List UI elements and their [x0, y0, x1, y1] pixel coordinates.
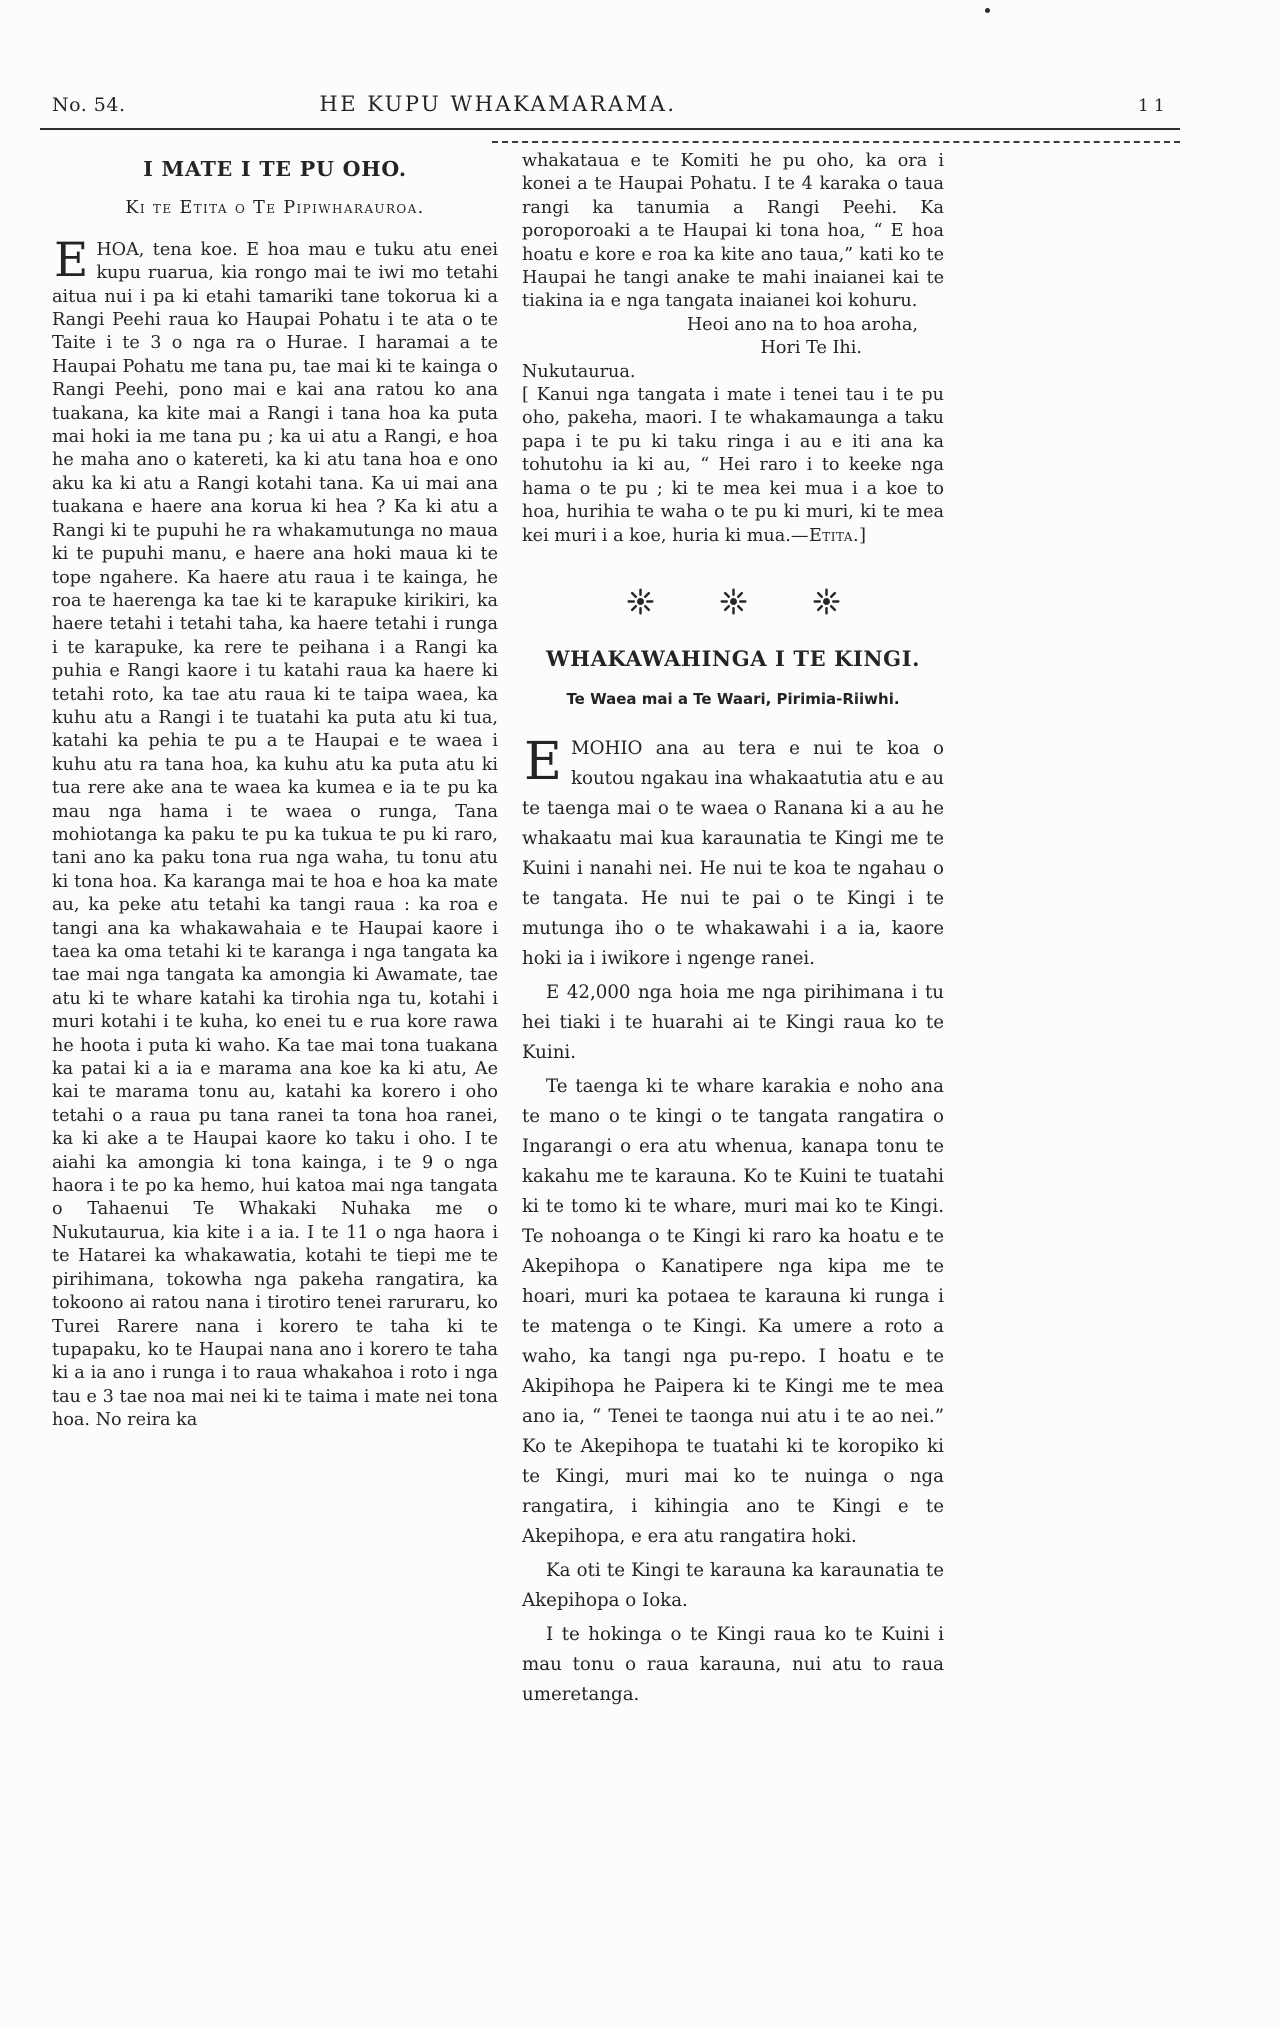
page-header — [52, 92, 1180, 122]
article-body-continuation: whakataua e te Komiti he pu oho, ka ora i konei a te Haupai Pohatu. I te 4 karaka o taua rangi ka tanumia a Rangi Peehi. Ka poroporoaki a te Haupai ki tona hoa, “ E hoa hoatu e kore e roa ka kite ano taua,” kati ko te Haupai he tangi anake te mahi inaianei kai te tiakina ia e nga tangata inaianei koi kohuru. — [522, 151, 944, 312]
article2-paragraph: Ka oti te Kingi te karauna ka karaunatia te Akepihopa o Ioka. — [522, 1559, 944, 1611]
text-columns — [52, 150, 944, 1714]
right-column — [522, 150, 944, 1714]
rosette-ornament-icon — [627, 588, 654, 615]
signoff-line: Heoi ano na to hoa aroha, — [686, 314, 918, 335]
article2-title: WHAKAWAHINGA I TE KINGI. — [545, 645, 921, 671]
drop-cap: E — [54, 232, 89, 288]
article2-subtitle: Te Waea mai a Te Waari, Pirimia-Riiwhi. — [566, 690, 900, 709]
page-number: 11 — [1138, 96, 1170, 116]
article2-paragraph-text: MOHIO ana au tera e nui te koa o koutou ngakau ina whakaatutia atu e au te taenga mai o te waea o Ranana ki a au he whakaatu mai kua karaunatia te Kingi me te Kuini i nanahi nei. He nui te koa te ngahau o te tangata. He nui te pai o te Kingi i te mutunga iho o te whakawahi i a ia, kaore hoki ia i iwikore i ngenge ranei. — [522, 737, 944, 969]
masthead-title: HE KUPU WHAKAMARAMA. — [319, 92, 677, 116]
rosette-ornament-icon — [813, 588, 840, 615]
ink-speck — [985, 8, 990, 13]
article-kingi — [522, 647, 944, 1710]
article-body-left-text: HOA, tena koe. E hoa mau e tuku atu enei kupu ruarua, kia rongo mai te iwi mo tetahi aitua nui i pa ki etahi tamariki tane tokorua ki a Rangi Peehi raua ko Haupai Pohatu i te ata o te Taite i te 3 o nga ra o Hurae. I haramai a te Haupai Pohatu me tana pu, tae mai ki te kainga o Rangi Peehi, pono mai e kai ana ratou ko ana tuakana, ka kite mai a Rangi i tana hoa ka puta mai hoki ia me tana pu ; ka ui atu a Rangi, e hoa he maha ano o katereti, ka ki atu tana hoa e ono aku ka ki atu a Rangi kotahi tana. Ka ui mai ana tuakana e haere ana korua ki hea ? Ka ki atu a Rangi ki te pupuhi he ra whakamutunga no maua ki te pupuhi manu, e haere ana hoki maua ki te tope ngahere. Ka haere atu raua i te kainga, he roa te haerenga ka tae ki te karapuke kirikiri, ka haere tetahi i tetahi taha, ka haere tetahi i runga i te karapuke, ka rere te peihana i a Rangi ka puhia e Rangi kaore i tu katahi raua ka haere ki tetahi roto, ka tae atu raua ki te taipa waea, ka kuhu atu a Rangi i te tuatahi ka puta atu ki tua, katahi ka pehia te pu a te Haupai e te waea i kuhu atu ra tana hoa, ka kuhu atu ka puta atu ki tua rere ake ana te waea ka kumea e ia te pu ka mau nga hama i te waea o runga, Tana mohiotanga ka paku te pu ka tukua te pu ki raro, tani ano ka paku tona rua nga waha, tu tonu atu ki tona hoa. Ka karanga mai te hoa e hoa ka mate au, ka peke atu tetahi ka tangi raua : ka roa e tangi ana ka whakawahaia e te Haupai kaore i taea ka oma tetahi ki te karanga i nga tangata ka tae mai nga tangata ka amongia ki Awamate, tae atu ki te whare katahi ka tirohia nga tu, kotahi i muri kotahi i te kuha, ko enei tu e rua kore rawa he hoota i puta ki waho. Ka tae mai tona tuakana ka patai ki a ia e marama ana koe ka ki atu, Ae kai te marama tonu au, katahi ka korero i oho tetahi o a raua pu tana ranei ta tona hoa ranei, ka ki ake a te Haupai kaore ko taku i oho. I te aiahi ka amongia ki tona kainga, i te 9 o nga haora i te po ka hemo, hui katoa mai nga tangata o Tahaenui Te Whakaki Nuhaka me o Nukutaurua, kia kite i a ia. I te 11 o nga haora i te Hatarei ka whakawatia, kotahi te tiepi me te pirihimana, tokowha nga pakeha rangatira, ka tokoono ai ratou nana i tirotiro tenei raruraru, ko Turei Rarere nana i korero te taha ki te tupapaku, ko te Haupai nana ano i korero te taha ki a ia ano i runga i to raua whakahoa i roto i nga tau e 3 tae noa mai nei ki te taima i mate nei tona hoa. No reira ka — [52, 239, 498, 1431]
article2-paragraph: E 42,000 nga hoia me nga pirihimana i tu hei tiaki i te huarahi ai te Kingi raua ko te Kuini. — [522, 981, 944, 1063]
drop-cap: E — [524, 731, 562, 792]
article2-paragraph — [522, 731, 944, 974]
issue-number: No. 54. — [52, 94, 126, 116]
rosette-ornament-icon — [720, 588, 747, 615]
header-rule — [40, 128, 1180, 130]
left-column — [52, 150, 498, 1714]
article-salutation: Ki te Etita o Te Pipiwharauroa. — [125, 198, 425, 219]
editor-note-text: [ Kanui nga tangata i mate i tenei tau i te pu oho, pakeha, maori. I te whakamaunga a taku papa i te pu ki taku ringa i au e iti ana ka tohutohu ia ki au, “ Hei raro i to keeke nga hama o te pu ; ki te mea kei mua i a koe to hoa, hurihia te waha o te pu ki muri, ki te mea kei muri i a koe, huria ki mua. — [522, 385, 944, 546]
section-divider — [522, 588, 944, 615]
article-title: I MATE I TE PU OHO. — [143, 157, 407, 181]
article-body-left — [52, 232, 498, 1433]
header-rule-dashed — [492, 141, 1180, 143]
place-line: Nukutaurua. — [522, 361, 636, 382]
signature: Hori Te Ihi. — [760, 338, 862, 359]
article2-paragraph: Te taenga ki te whare karakia e noho ana te mano o te kingi o te tangata rangatira o Ingarangi o era atu whenua, kanapa tonu te kakahu me te karauna. Ko te Kuini te tuatahi ki te tomo ki te whare, muri mai ko te Kingi. Te nohoanga o te Kingi ki raro ka hoatu e te Akepihopa o Kanatipere nga kipa me te hoari, muri ka potaea te karauna ki runga i te matenga o te Kingi. Ka umere a roto a waho, ka tangi nga pu-repo. I hoatu e te Akipihopa he Paipera ki te Kingi me te mea ano ia, “ Tenei te taonga nui atu i te ao nei.” Ko te Akepihopa te tuatahi ki te koropiko ki te Kingi, muri mai ko te nuinga o nga rangatira, i kihingia ano te Kingi e te Akepihopa, e era atu rangatira hoki. — [522, 1075, 944, 1547]
editor-note — [522, 384, 944, 548]
article2-paragraph: I te hokinga o te Kingi raua ko te Kuini i mau tonu o raua karauna, nui atu to raua umeretanga. — [522, 1623, 944, 1705]
editor-note-signature: —Etita.] — [790, 525, 867, 546]
